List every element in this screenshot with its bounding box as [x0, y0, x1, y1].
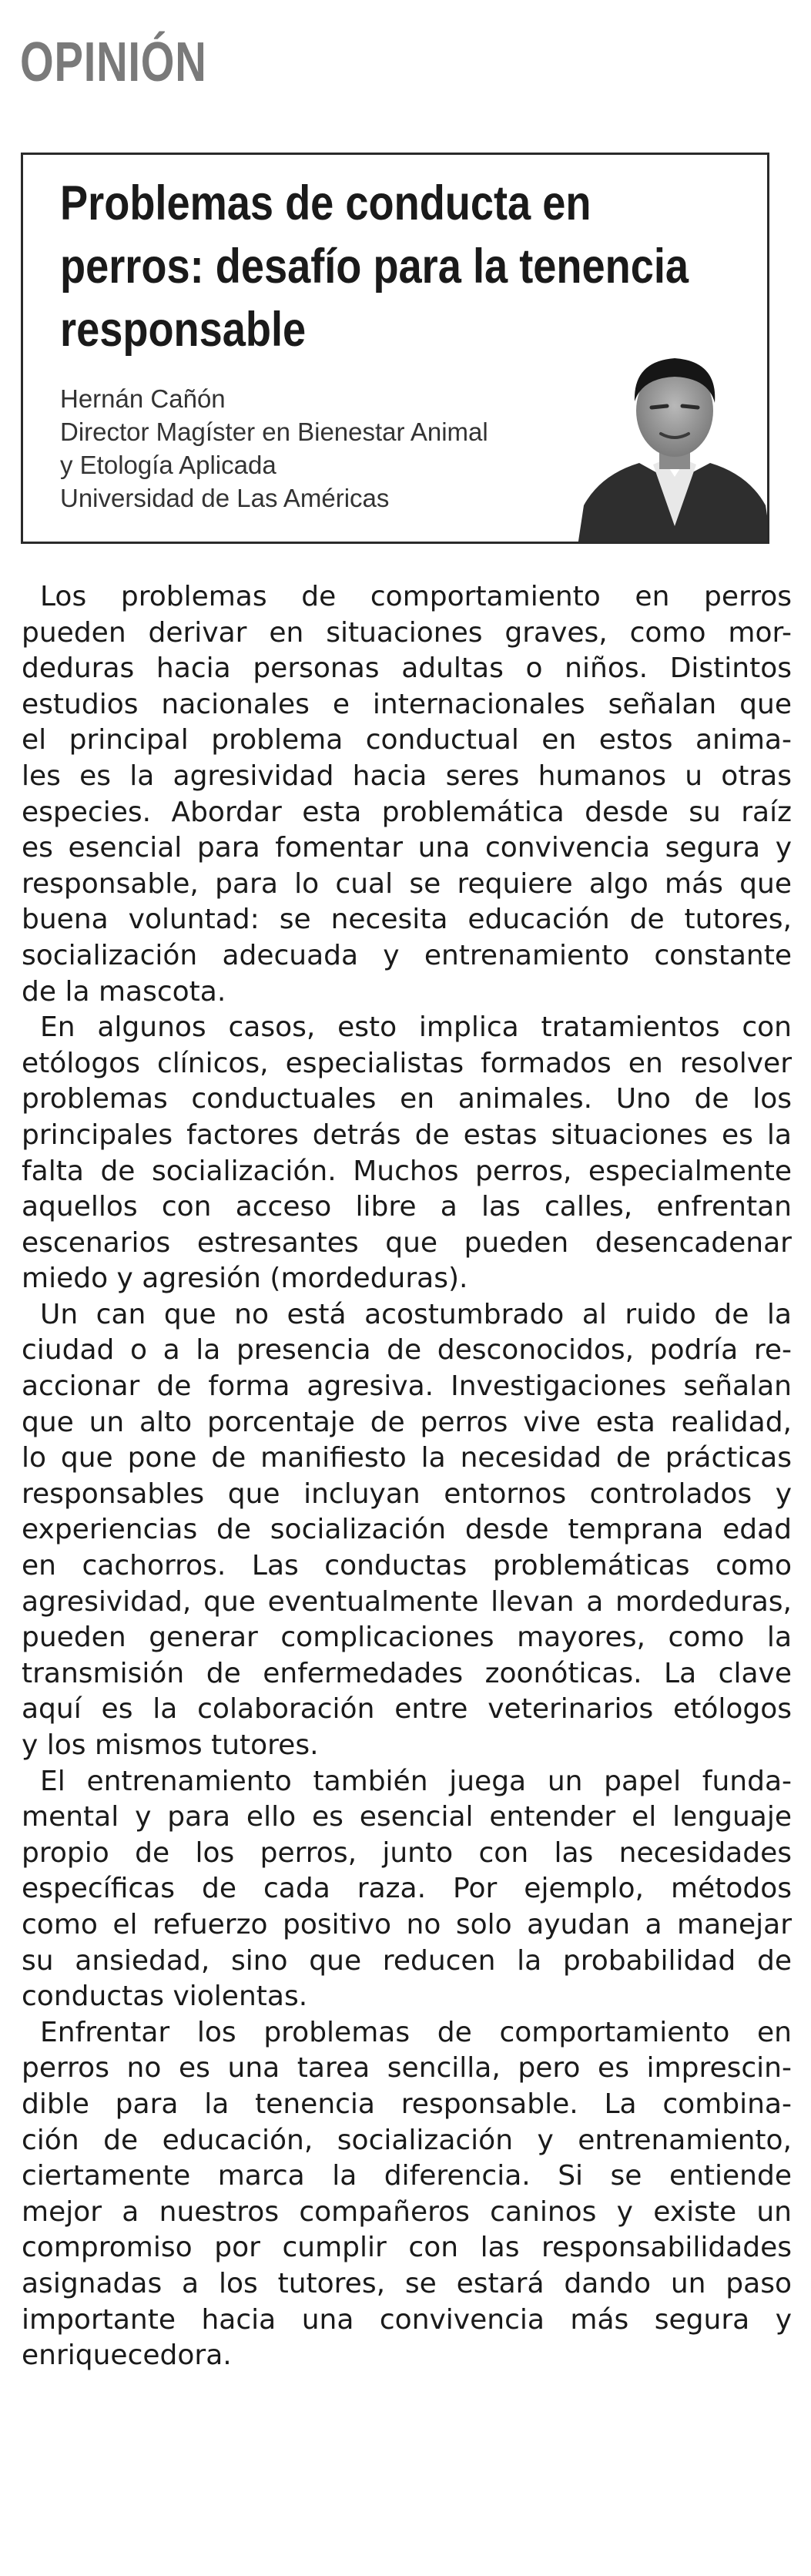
- paragraph-line: Un can que no está acostumbrado al ruido de la: [40, 1298, 792, 1330]
- paragraph-line: importante hacia una convivencia más segura y: [22, 2303, 792, 2336]
- paragraph-line: es esencial para fomentar una convivencia segura y: [22, 832, 792, 864]
- paragraph-line: especies. Abordar esta problemática desde su raíz: [22, 796, 792, 828]
- author-institution: Universidad de Las Américas: [60, 484, 390, 512]
- paragraph-line: aquellos con acceso libre a las calles, enfrentan: [22, 1191, 792, 1223]
- paragraph-line: propio de los perros, junto con las necesidades: [22, 1836, 792, 1869]
- paragraph-line: experiencias de socialización desde temprana edad: [22, 1514, 792, 1546]
- paragraph-line: y los mismos tutores.: [22, 1729, 319, 1761]
- paragraph-line: ción de educación, socialización y entrenamiento,: [22, 2124, 792, 2156]
- paragraph-line: socialización adecuada y entrenamiento constante: [22, 939, 792, 971]
- paragraph-line: buena voluntad: se necesita educación de tutores,: [22, 904, 792, 936]
- author-name: Hernán Cañón: [60, 384, 226, 413]
- paragraph-line: de la mascota.: [22, 975, 226, 1008]
- paragraph-line: En algunos casos, esto implica tratamientos con: [40, 1011, 792, 1044]
- paragraph-line: principales factores detrás de estas situaciones es la: [22, 1119, 792, 1151]
- paragraph-line: lo que pone de manifiesto la necesidad de prácticas: [22, 1442, 792, 1474]
- paragraph-line: su ansiedad, sino que reducen la probabilidad de: [22, 1944, 792, 1977]
- author-byline: [60, 382, 488, 515]
- headline-line: Problemas de conducta en: [60, 176, 591, 230]
- article-headline: [60, 172, 769, 361]
- article-paragraph: [22, 2015, 792, 2374]
- paragraph-line: accionar de forma agresiva. Investigaciones señalan: [22, 1370, 792, 1403]
- section-label: OPINIÓN: [20, 32, 207, 93]
- author-title: Director Magíster en Bienestar Animal: [60, 418, 488, 446]
- paragraph-line: les es la agresividad hacia seres humanos u otras: [22, 760, 792, 792]
- article-paragraph: [22, 1297, 792, 1764]
- article-header-box: [21, 153, 769, 544]
- paragraph-line: deduras hacia personas adultas o niños. Distintos: [22, 652, 792, 685]
- paragraph-line: responsable, para lo cual se requiere algo más que: [22, 867, 792, 900]
- headline-line: responsable: [60, 303, 307, 357]
- paragraph-line: asignadas a los tutores, se estará dando un paso: [22, 2267, 792, 2299]
- paragraph-line: escenarios estresantes que pueden desencadenar: [22, 1226, 792, 1259]
- paragraph-line: ciertamente marca la diferencia. Si se entiende: [22, 2160, 792, 2192]
- paragraph-line: como el refuerzo positivo no solo ayudan a manejar: [22, 1908, 792, 1940]
- paragraph-line: conductas violentas.: [22, 1981, 308, 2013]
- paragraph-line: enriquecedora.: [22, 2340, 232, 2372]
- paragraph-line: pueden derivar en situaciones graves, como mor-: [22, 616, 792, 649]
- paragraph-line: compromiso por cumplir con las responsabilidades: [22, 2232, 792, 2264]
- paragraph-line: responsables que incluyan entornos controlados y: [22, 1478, 792, 1510]
- paragraph-line: el principal problema conductual en estos anima-: [22, 724, 792, 756]
- article-body: [22, 579, 792, 2374]
- paragraph-line: El entrenamiento también juega un papel funda-: [40, 1765, 792, 1797]
- paragraph-line: Enfrentar los problemas de comportamiento en: [40, 2016, 792, 2048]
- paragraph-line: perros no es una tarea sencilla, pero es imprescin-: [22, 2052, 792, 2085]
- paragraph-line: etólogos clínicos, especialistas formados en resolver: [22, 1047, 792, 1079]
- paragraph-line: estudios nacionales e internacionales señalan que: [22, 688, 792, 720]
- paragraph-line: mental y para ello es esencial entender el lenguaje: [22, 1801, 792, 1833]
- article-paragraph: [22, 579, 792, 1010]
- paragraph-line: específicas de cada raza. Por ejemplo, métodos: [22, 1873, 792, 1905]
- paragraph-line: miedo y agresión (mordeduras).: [22, 1263, 468, 1295]
- paragraph-line: mejor a nuestros compañeros caninos y existe un: [22, 2195, 792, 2228]
- paragraph-line: falta de socialización. Muchos perros, especialmente: [22, 1155, 792, 1187]
- paragraph-line: aquí es la colaboración entre veterinarios etólogos: [22, 1693, 792, 1726]
- paragraph-line: agresividad, que eventualmente llevan a mordeduras,: [22, 1585, 792, 1618]
- article-paragraph: [22, 1764, 792, 2015]
- author-title: y Etología Aplicada: [60, 451, 276, 479]
- paragraph-line: transmisión de enfermedades zoonóticas. La clave: [22, 1657, 792, 1689]
- article-paragraph: [22, 1010, 792, 1297]
- paragraph-line: en cachorros. Las conductas problemáticas como: [22, 1550, 792, 1582]
- author-photo: [578, 347, 769, 544]
- paragraph-line: ciudad o a la presencia de desconocidos, podría re-: [22, 1334, 792, 1367]
- paragraph-line: que un alto porcentaje de perros vive esta realidad,: [22, 1406, 792, 1438]
- paragraph-line: Los problemas de comportamiento en perros: [40, 581, 792, 612]
- paragraph-line: dible para la tenencia responsable. La combina-: [22, 2088, 792, 2120]
- paragraph-line: pueden generar complicaciones mayores, como la: [22, 1622, 792, 1654]
- paragraph-line: problemas conductuales en animales. Uno de los: [22, 1083, 792, 1115]
- headline-line: perros: desafío para la tenencia: [60, 240, 689, 293]
